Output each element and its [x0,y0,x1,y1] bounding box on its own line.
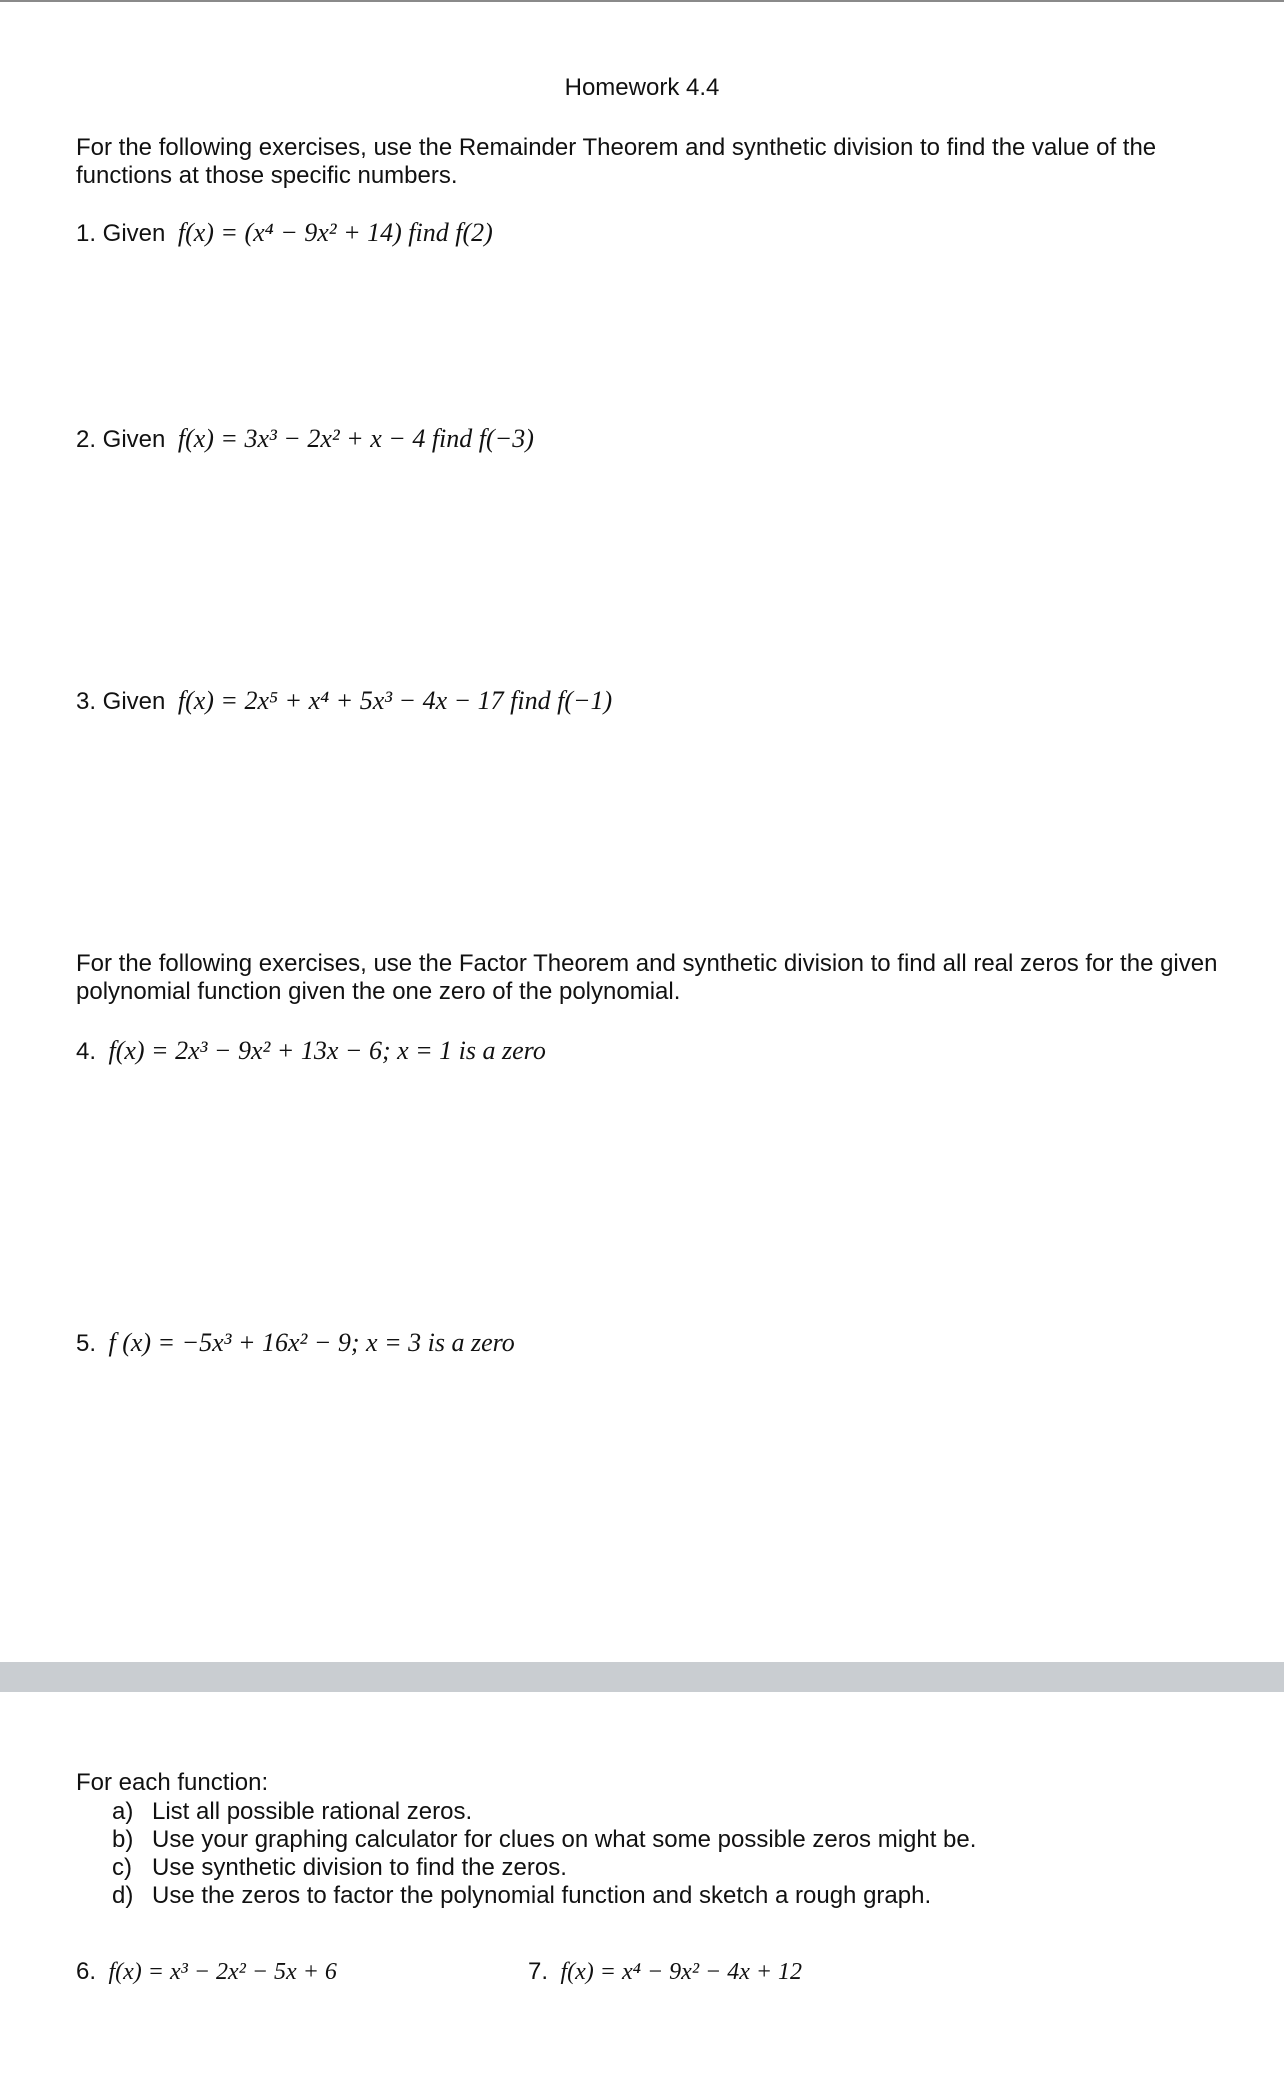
problem-6-expression: f(x) = x³ − 2x² − 5x + 6 [108,1959,337,1985]
step-d-letter: d) [112,1882,134,1909]
step-a-letter: a) [112,1798,134,1825]
problem-5-number: 5. [76,1330,97,1357]
problem-7-number: 7. [528,1958,549,1985]
problem-5 [76,1328,515,1358]
problem-5-expression: f (x) = −5x³ + 16x² − 9; x = 3 is a zero [108,1328,515,1357]
list-item [112,1854,1252,1882]
list-item [112,1826,1252,1854]
problem-6-number: 6. [76,1958,97,1985]
page-divider-band [0,1662,1284,1692]
step-a-text: List all possible rational zeros. [152,1798,473,1825]
problem-2-number: 2. Given [76,426,166,453]
problem-3 [76,686,612,716]
step-d-text: Use the zeros to factor the polynomial function and sketch a rough graph. [152,1882,932,1909]
step-c-text: Use synthetic division to find the zeros. [152,1854,567,1881]
step-c-letter: c) [112,1854,132,1881]
problem-2-expression: f(x) = 3x³ − 2x² + x − 4 find f(−3) [177,424,534,453]
problem-1 [76,218,493,248]
problem-1-number: 1. Given [76,220,166,247]
problem-2 [76,424,534,454]
problem-7-expression: f(x) = x⁴ − 9x² − 4x + 12 [560,1959,803,1985]
problem-4-expression: f(x) = 2x³ − 9x² + 13x − 6; x = 1 is a zero [108,1036,546,1065]
step-b-letter: b) [112,1826,134,1853]
problem-3-expression: f(x) = 2x⁵ + x⁴ + 5x³ − 4x − 17 find f(−1) [177,686,613,715]
problem-6 [76,1958,337,1986]
problem-1-expression: f(x) = (x⁴ − 9x² + 14) find f(2) [177,218,493,247]
steps-list [112,1798,1252,1910]
list-item [112,1798,1252,1826]
problem-7 [528,1958,802,1986]
for-each-heading: For each function: [76,1769,269,1796]
problem-4-number: 4. [76,1038,97,1065]
step-b-text: Use your graphing calculator for clues on what some possible zeros might be. [152,1826,977,1853]
remainder-instructions: For the following exercises, use the Remainder Theorem and synthetic division to find the value of the functions at those specific numbers. [76,134,1157,189]
page-title: Homework 4.4 [564,74,720,101]
list-item [112,1882,1252,1910]
top-rule [0,0,1284,2]
problem-3-number: 3. Given [76,688,166,715]
problem-4 [76,1036,546,1066]
factor-instructions: For the following exercises, use the Factor Theorem and synthetic division to find all real zeros for the given polynomial function given the one zero of the polynomial. [76,950,1218,1005]
